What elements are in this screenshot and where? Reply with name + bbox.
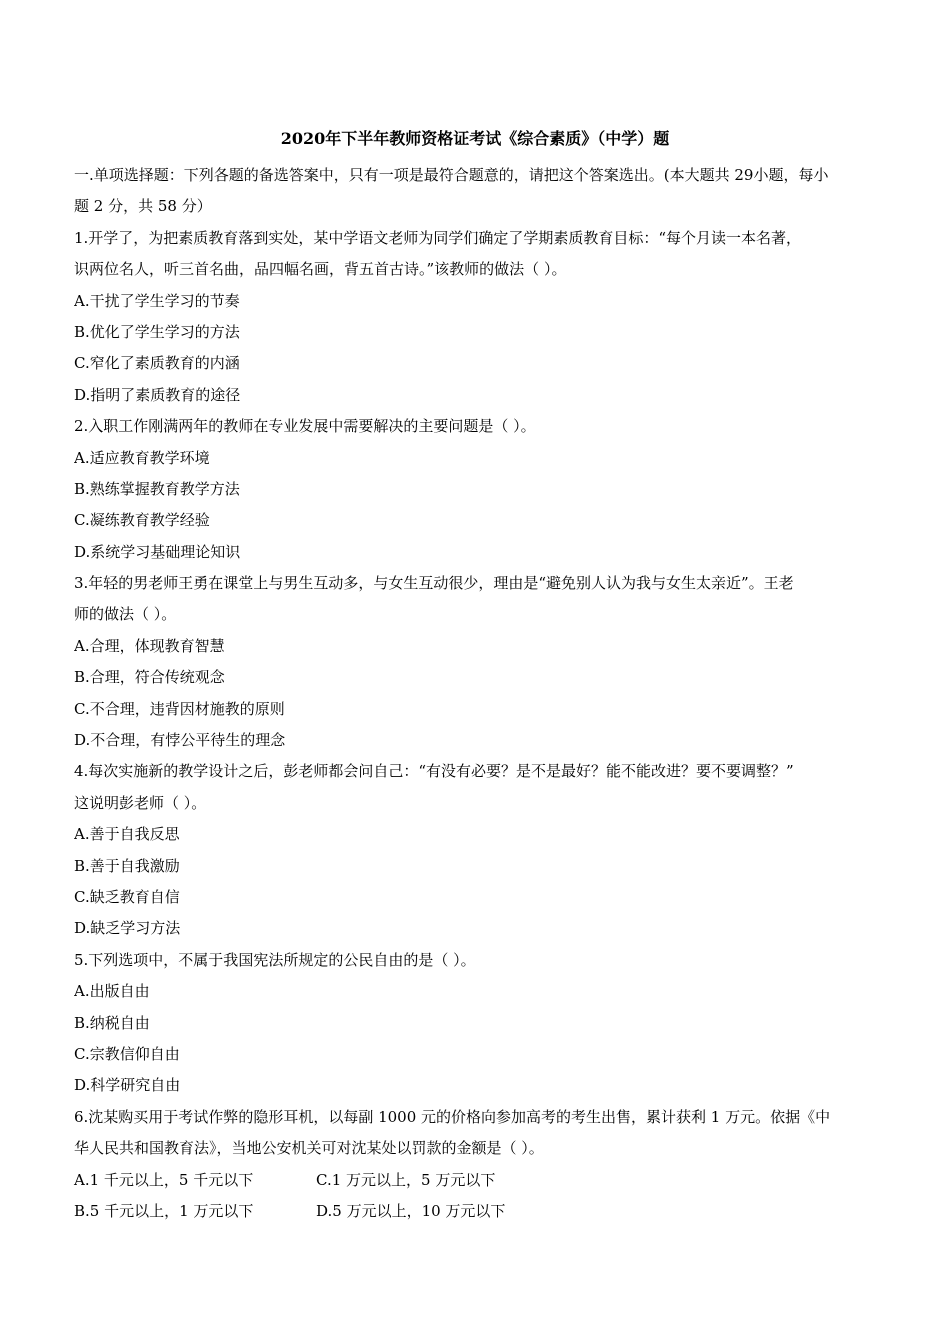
question-1 bbox=[74, 223, 880, 411]
answer-option: A.合理，体现教育智慧 bbox=[74, 636, 225, 655]
answer-option: D.科学研究自由 bbox=[74, 1076, 181, 1095]
page-title: 2020年下半年教师资格证考试《综合素质》（中学）题 bbox=[280, 129, 670, 148]
answer-option: A.适应教育教学环境 bbox=[74, 448, 210, 467]
answer-option: B.5 千元以上，1 万元以下 bbox=[74, 1201, 254, 1220]
question-stem-line: 5.下列选项中，不属于我国宪法所规定的公民自由的是（ ）。 bbox=[74, 950, 476, 969]
question-5 bbox=[74, 945, 880, 1102]
answer-option: B.纳税自由 bbox=[74, 1013, 150, 1032]
answer-option: A.出版自由 bbox=[74, 982, 150, 1001]
answer-option: C.缺乏教育自信 bbox=[74, 887, 180, 906]
question-stem-line: 师的做法（ ）。 bbox=[74, 605, 177, 624]
answer-option: D.5 万元以上，10 万元以下 bbox=[316, 1201, 506, 1220]
answer-option: D.指明了素质教育的途径 bbox=[74, 385, 241, 404]
section-instructions-line: 一.单项选择题：下列各题的备选答案中，只有一项是最符合题意的，请把这个答案选出。(本大题共 29小题，每小 bbox=[74, 166, 829, 184]
section-instructions-line: 题 2 分，共 58 分） bbox=[74, 197, 212, 216]
question-stem-line: 1.开学了，为把素质教育落到实处，某中学语文老师为同学们确定了学期素质教育目标：“每个月读一本名著， bbox=[74, 228, 801, 247]
answer-option: D.系统学习基础理论知识 bbox=[74, 542, 241, 561]
answer-option: C.不合理，违背因材施教的原则 bbox=[74, 699, 285, 718]
answer-option: C.凝练教育教学经验 bbox=[74, 511, 210, 530]
question-2 bbox=[74, 411, 880, 568]
answer-option: A.干扰了学生学习的节奏 bbox=[74, 291, 240, 310]
question-3 bbox=[74, 568, 880, 756]
answer-option: B.合理，符合传统观念 bbox=[74, 668, 225, 687]
question-stem-line: 3.年轻的男老师王勇在课堂上与男生互动多，与女生互动很少，理由是“避免别人认为我与女生太亲近”。王老 bbox=[74, 574, 794, 593]
question-stem-line: 4.每次实施新的教学设计之后，彭老师都会问自己：“有没有必要？是不是最好？能不能改进？要不要调整？” bbox=[74, 762, 794, 781]
answer-option: B.熟练掌握教育教学方法 bbox=[74, 479, 240, 498]
answer-option: B.优化了学生学习的方法 bbox=[74, 322, 240, 341]
question-stem-line: 识两位名人，听三首名曲，品四幅名画，背五首古诗。”该教师的做法（ ）。 bbox=[74, 260, 567, 279]
answer-option-row bbox=[74, 1165, 880, 1196]
document-body bbox=[74, 160, 880, 1227]
question-stem-line: 华人民共和国教育法》，当地公安机关可对沈某处以罚款的金额是（ ）。 bbox=[74, 1139, 544, 1158]
question-4 bbox=[74, 756, 880, 944]
answer-option: D.缺乏学习方法 bbox=[74, 919, 181, 938]
answer-option-row bbox=[74, 1196, 880, 1227]
question-stem-line: 6.沈某购买用于考试作弊的隐形耳机，以每副 1000 元的价格向参加高考的考生出售，累计获利 1 万元。依据《中 bbox=[74, 1107, 831, 1126]
answer-option: A.善于自我反思 bbox=[74, 825, 180, 844]
answer-option: A.1 千元以上，5 千元以下 bbox=[74, 1170, 254, 1189]
answer-option: C.窄化了素质教育的内涵 bbox=[74, 354, 240, 373]
question-6 bbox=[74, 1102, 880, 1228]
answer-option: C.宗教信仰自由 bbox=[74, 1044, 180, 1063]
answer-option: D.不合理，有悖公平待生的理念 bbox=[74, 731, 286, 750]
answer-option: B.善于自我激励 bbox=[74, 856, 180, 875]
answer-option: C.1 万元以上，5 万元以下 bbox=[316, 1170, 496, 1189]
question-stem-line: 2.入职工作刚满两年的教师在专业发展中需要解决的主要问题是（ ）。 bbox=[74, 417, 536, 436]
question-stem-line: 这说明彭老师（ ）。 bbox=[74, 793, 207, 812]
